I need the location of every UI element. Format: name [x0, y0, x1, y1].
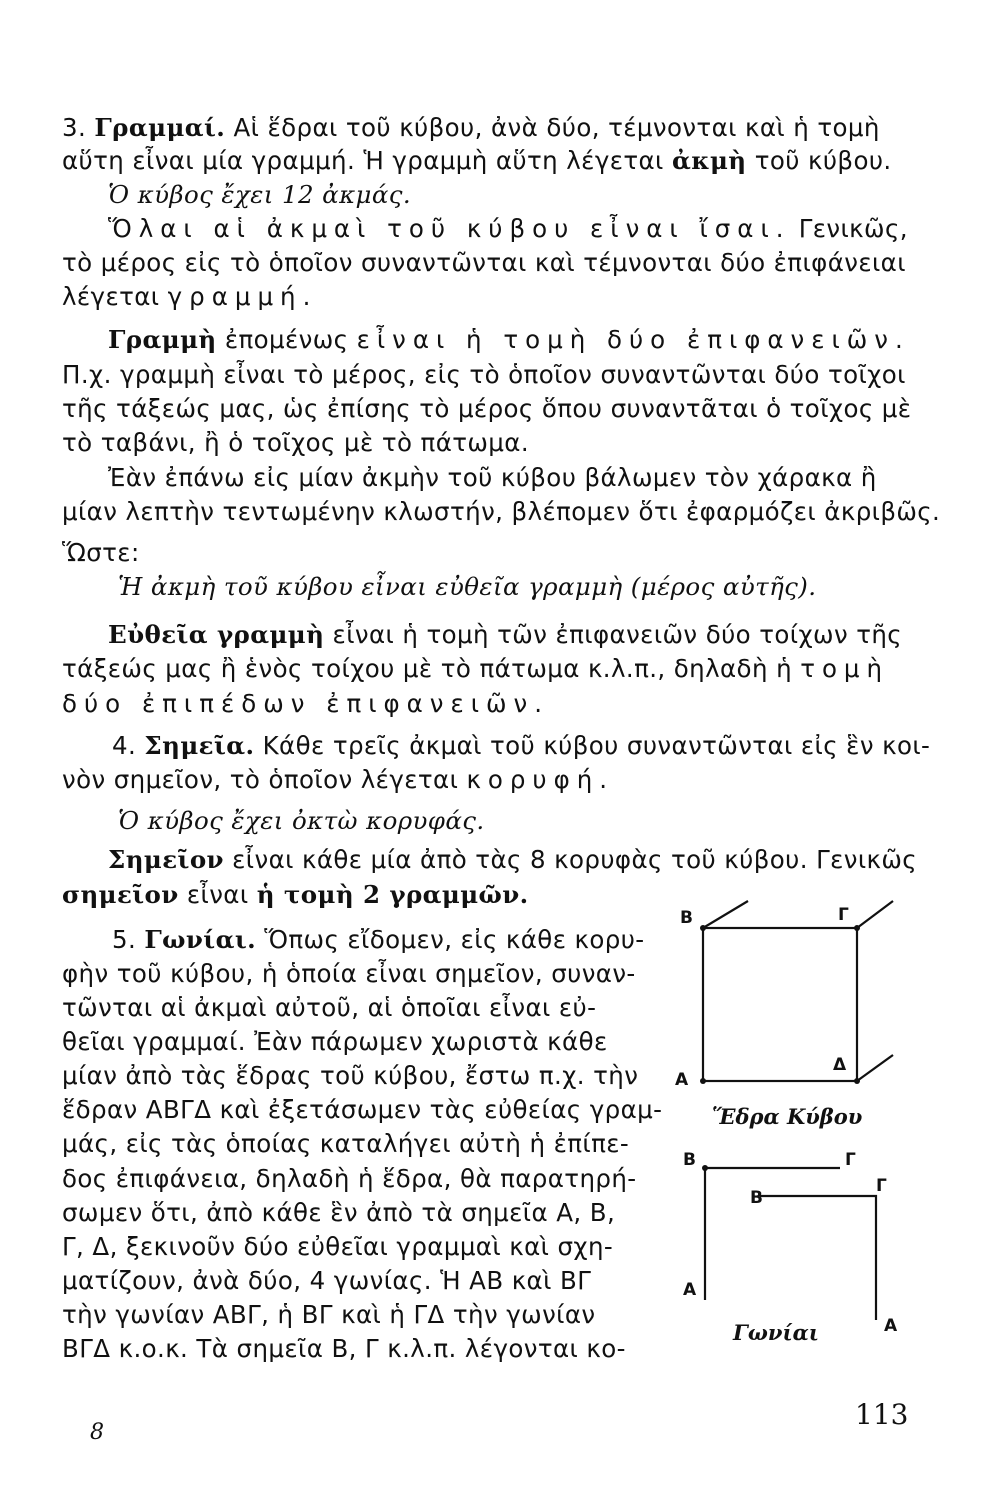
text-span: τάξεώς μας ἢ ἑνὸς τοίχου μὲ τὸ πάτωμα κ.λ.π., δηλαδὴ ἡ: [62, 654, 801, 683]
section4-vertices-statement: Ὁ κύβος ἔχει ὀκτὼ κορυφάς.: [118, 806, 485, 835]
term-point: σημεῖον: [62, 880, 179, 909]
section3-line9: τῆς τάξεώς μας, ὡς ἐπίσης τὸ μέρος ὅπου συναντᾶται ὁ τοῖχος μὲ: [62, 394, 912, 423]
section5-line: δος ἐπιφάνεια, δηλαδὴ ἡ ἕδρα, θὰ παρατηρή-: [62, 1164, 637, 1193]
section3-edges-statement: Ὁ κύβος ἔχει 12 ἀκμάς.: [108, 180, 412, 209]
fig1-caption: Ἕδρα Κύβου: [712, 1104, 863, 1129]
section3-number: 3.: [62, 113, 87, 142]
fig2-label-g: Γ: [845, 1150, 856, 1170]
section3-line11: Ἐὰν ἐπάνω εἰς μίαν ἀκμὴν τοῦ κύβου βάλωμεν τὸν χάρακα ἢ: [108, 463, 877, 492]
text-span: κορυφή.: [466, 765, 615, 794]
text-span: Ὅλαι αἱ ἀκμαὶ τοῦ κύβου εἶναι ἴσαι.: [108, 214, 791, 243]
cube-edge-g: [857, 901, 893, 928]
term-line: Γραμμὴ: [108, 325, 217, 354]
section5-line: μάς, εἰς τὰς ὁποίας καταλήγει αὐτὴ ἡ ἐπίπε-: [62, 1129, 630, 1158]
text-span: εἶναι κάθε μία ἀπὸ τὰς 8 κορυφὰς τοῦ κύβου. Γενικῶς: [223, 845, 918, 874]
fig2-label-a: Α: [683, 1280, 697, 1300]
signature-mark: 8: [90, 1420, 104, 1445]
fig1-label-d: Δ: [833, 1055, 847, 1075]
angle-bg-g: [760, 1196, 876, 1320]
point-g: [854, 925, 860, 931]
section5-line: τῶνται αἱ ἀκμαὶ αὐτοῦ, αἱ ὁποῖαι εἶναι εὐ-: [62, 993, 597, 1022]
text-span: Ὅπως εἴδομεν, εἰς κάθε κορυ-: [256, 925, 645, 954]
fig1-label-a: Α: [675, 1070, 689, 1090]
fig2-label-b: Β: [683, 1150, 696, 1170]
fig2-label-a2: Α: [884, 1316, 898, 1336]
term-edge: ἀκμὴ: [671, 146, 747, 175]
text-span: τοῦ κύβου.: [746, 146, 892, 175]
section5-line: Γ, Δ, ξεκινοῦν δύο εὐθεῖαι γραμμαὶ καὶ σχη-: [62, 1232, 614, 1261]
fig2-caption: Γωνίαι: [733, 1320, 819, 1345]
section5-line: σωμεν ὅτι, ἀπὸ κάθε ἓν ἀπὸ τὰ σημεῖα Α, Β,: [62, 1198, 616, 1227]
section3-edge-definition: Ἡ ἀκμὴ τοῦ κύβου εἶναι εὐθεῖα γραμμὴ (μέρος αὐτῆς).: [118, 572, 817, 601]
point-b: [700, 925, 706, 931]
section5-line: φὴν τοῦ κύβου, ἡ ὁποία εἶναι σημεῖον, συναν-: [62, 959, 636, 988]
page-number: 113: [855, 1398, 909, 1431]
text-span: αὕτη εἶναι μία γραμμή. Ἡ γραμμὴ αὕτη λέγεται: [62, 146, 672, 175]
term-point: Σημεῖον: [108, 845, 224, 874]
cube-edge-b: [703, 901, 748, 928]
fig2-label-b2: Β: [750, 1188, 763, 1208]
text-span: τομὴ: [800, 654, 890, 683]
section5-line: τὴν γωνίαν ΑΒΓ, ἡ ΒΓ καὶ ἡ ΓΔ τὴν γωνίαν: [62, 1300, 596, 1329]
section3-line5: τὸ μέρος εἰς τὸ ὁποῖον συναντῶνται καὶ τέμνονται δύο ἐπιφάνειαι: [62, 248, 906, 277]
section3-line10: τὸ ταβάνι, ἢ ὁ τοῖχος μὲ τὸ πάτωμα.: [62, 428, 530, 457]
section5-heading: Γωνίαι.: [144, 925, 257, 954]
text-span: εἶναι: [178, 880, 257, 909]
fig2-label-g2: Γ: [876, 1176, 887, 1196]
text-span: ἐπομένως: [216, 325, 357, 354]
point-b2: [702, 1165, 708, 1171]
text-span: λέγεται: [62, 282, 168, 311]
point-a: [700, 1078, 706, 1084]
text-span: γραμμή.: [167, 282, 318, 311]
section5-line: ΒΓΔ κ.ο.κ. Τὰ σημεῖα Β, Γ κ.λ.π. λέγονται κο-: [62, 1334, 626, 1363]
section3-heading: Γραμμαί.: [94, 113, 226, 142]
text-span: Γενικῶς,: [790, 214, 908, 243]
text-span: εἶναι ἡ τομὴ δύο ἐπιφανειῶν.: [356, 325, 910, 354]
fig1-label-b: Β: [680, 908, 693, 928]
text-span: Κάθε τρεῖς ἀκμαὶ τοῦ κύβου συναντῶνται εἰς ἓν κοι-: [254, 731, 931, 760]
text-span: εἶναι ἡ τομὴ τῶν ἐπιφανειῶν δύο τοίχων τῆς: [324, 620, 903, 649]
text-span: ἡ τομὴ 2 γραμμῶν.: [256, 880, 529, 909]
text-span: δύο ἐπιπέδων ἐπιφανειῶν.: [62, 689, 550, 718]
section3-line8: Π.χ. γραμμὴ εἶναι τὸ μέρος, εἰς τὸ ὁποῖον συναντῶνται δύο τοῖχοι: [62, 360, 906, 389]
section5-line: ἕδραν ΑΒΓΔ καὶ ἐξετάσωμεν τὰς εὐθείας γραμ-: [62, 1095, 663, 1124]
point-d: [854, 1078, 860, 1084]
section5-line: μίαν ἀπὸ τὰς ἕδρας τοῦ κύβου, ἔστω π.χ. τὴν: [62, 1061, 639, 1090]
section4-number: 4.: [112, 731, 137, 760]
text-span: Αἱ ἕδραι τοῦ κύβου, ἀνὰ δύο, τέμνονται καὶ ἡ τομὴ: [225, 113, 880, 142]
section3-line13: Ὥστε:: [62, 538, 140, 567]
section5-line: θεῖαι γραμμαί. Ἐὰν πάρωμεν χωριστὰ κάθε: [62, 1027, 608, 1056]
section3-line12: μίαν λεπτὴν τεντωμένην κλωστήν, βλέπομεν ὅτι ἐφαρμόζει ἀκριβῶς.: [62, 497, 941, 526]
fig1-label-g: Γ: [838, 905, 849, 925]
section4-heading: Σημεῖα.: [144, 731, 255, 760]
text-span: νὸν σημεῖον, τὸ ὁποῖον λέγεται: [62, 765, 467, 794]
cube-edge-d: [857, 1055, 893, 1081]
term-straight-line: Εὐθεῖα γραμμὴ: [108, 620, 325, 649]
section5-line: ματίζουν, ἀνὰ δύο, 4 γωνίας. Ἡ ΑΒ καὶ ΒΓ: [62, 1266, 592, 1295]
section5-number: 5.: [112, 925, 137, 954]
